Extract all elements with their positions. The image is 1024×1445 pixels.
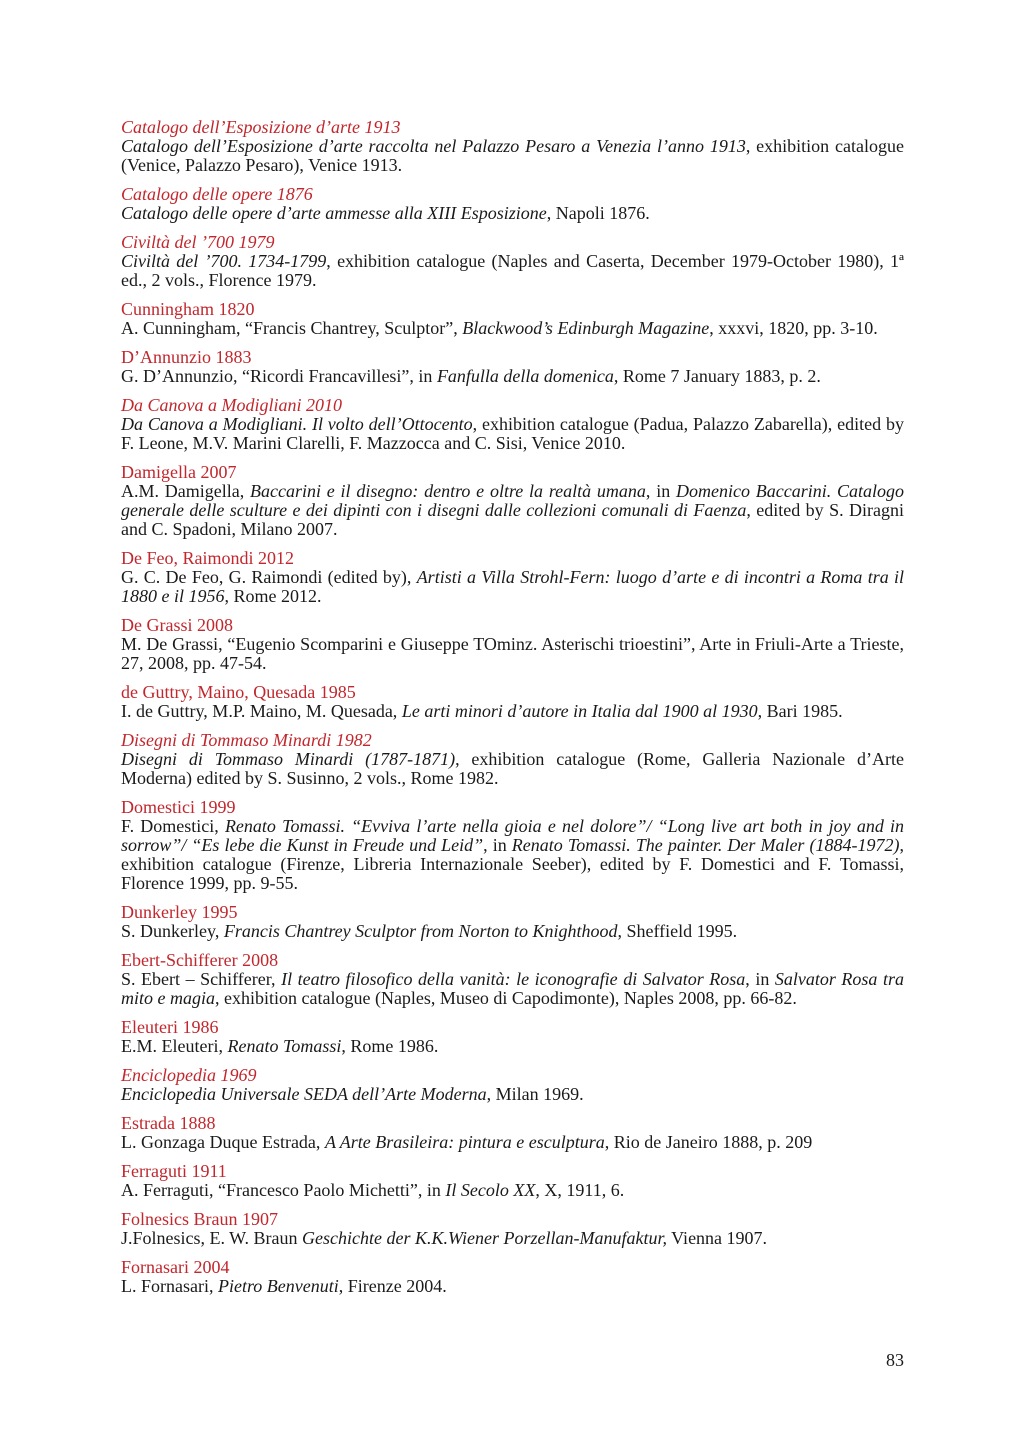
citation-title: Francis Chantrey Sculptor from Norton to Knighthood	[223, 921, 618, 941]
entry-heading: Catalogo dell’Esposizione d’arte 1913	[121, 117, 401, 137]
citation-title: Catalogo dell’Esposizione d’arte raccolta nel Palazzo Pesaro a Venezia l’anno 1913	[121, 136, 746, 156]
entry-heading: Domestici 1999	[121, 797, 236, 817]
citation-text: L. Fornasari,	[121, 1276, 218, 1296]
citation-title: Civiltà del ’700. 1734-1799	[121, 251, 327, 271]
entry-heading: Folnesics Braun 1907	[121, 1209, 278, 1229]
citation-text: , Rio de Janeiro 1888, p. 209	[604, 1132, 813, 1152]
bibliography-entry	[121, 118, 904, 175]
entry-heading: Eleuteri 1986	[121, 1017, 219, 1037]
entry-citation	[121, 137, 904, 175]
bibliography-entry	[121, 683, 904, 721]
citation-text: , Milan 1969.	[486, 1084, 584, 1104]
citation-text: , Rome 7 January 1883, p. 2.	[613, 366, 821, 386]
citation-text: , xxxvi, 1820, pp. 3-10.	[709, 318, 878, 338]
page-number: 83	[886, 1350, 904, 1370]
entry-heading: D’Annunzio 1883	[121, 347, 252, 367]
citation-text: , exhibition catalogue (Padua, Palazzo Zabarella), edited by F. Leone, M.V. Marini Clarelli, F. Mazzocca and C. Sisi, Venice 2010.	[121, 414, 904, 453]
entry-heading: De Feo, Raimondi 2012	[121, 548, 294, 568]
entry-citation	[121, 702, 904, 721]
citation-title: Renato Tomassi	[227, 1036, 342, 1056]
entry-citation	[121, 817, 904, 893]
entry-citation	[121, 568, 904, 606]
citation-text: , Rome 1986.	[341, 1036, 439, 1056]
entry-citation	[121, 1181, 904, 1200]
citation-text: , edited by S. Diragni and C. Spadoni, Milano 2007.	[121, 500, 904, 539]
bibliography-entry	[121, 798, 904, 893]
bibliography-entry	[121, 1258, 904, 1296]
entry-heading: de Guttry, Maino, Quesada 1985	[121, 682, 356, 702]
entry-citation	[121, 319, 904, 338]
citation-title: Baccarini e il disegno: dentro e oltre la realtà umana	[250, 481, 646, 501]
bibliography-entry	[121, 616, 904, 673]
citation-text: , Bari 1985.	[757, 701, 843, 721]
citation-text: , exhibition catalogue (Naples and Caserta, December 1979-October 1980), 1ª ed., 2 vols., Florence 1979.	[121, 251, 904, 290]
citation-title: Blackwood’s Edinburgh Magazine	[462, 318, 710, 338]
citation-text: G. D’Annunzio, “Ricordi Francavillesi”, in	[121, 366, 437, 386]
entry-citation	[121, 1037, 904, 1056]
citation-title: Da Canova a Modigliani. Il volto dell’Ottocento	[121, 414, 473, 434]
citation-title: Domenico Baccarini. Catalogo generale delle sculture e dei dipinti con i disegni dalle collezioni comunali di Faenza	[121, 481, 904, 520]
entry-heading: Dunkerley 1995	[121, 902, 238, 922]
citation-text: , Rome 2012.	[224, 586, 322, 606]
bibliography-entry	[121, 951, 904, 1008]
citation-text: S. Ebert – Schifferer,	[121, 969, 282, 989]
citation-text: , X, 1911, 6.	[535, 1180, 625, 1200]
citation-text: , exhibition catalogue (Venice, Palazzo Pesaro), Venice 1913.	[121, 136, 904, 175]
citation-text: J.Folnesics, E. W. Braun	[121, 1228, 303, 1248]
citation-text: Vienna 1907.	[666, 1228, 768, 1248]
citation-title: Le arti minori d’autore in Italia dal 1900 al 1930	[401, 701, 758, 721]
citation-text: , Napoli 1876.	[546, 203, 650, 223]
citation-title: Disegni di Tommaso Minardi (1787-1871)	[121, 749, 456, 769]
bibliography-entry	[121, 396, 904, 453]
bibliography-entry	[121, 1162, 904, 1200]
entry-citation	[121, 750, 904, 788]
citation-title: Renato Tomassi. The painter. Der Maler (1884-1972)	[511, 835, 900, 855]
entry-citation	[121, 1133, 904, 1152]
bibliography-list	[121, 118, 904, 1306]
entry-citation	[121, 252, 904, 290]
bibliography-entry	[121, 1114, 904, 1152]
entry-heading: Cunningham 1820	[121, 299, 255, 319]
citation-text: L. Gonzaga Duque Estrada,	[121, 1132, 325, 1152]
citation-text: , Sheffield 1995.	[617, 921, 738, 941]
entry-heading: Enciclopedia 1969	[121, 1065, 257, 1085]
bibliography-entry	[121, 903, 904, 941]
citation-title: Artisti a Villa Strohl-Fern: luogo d’arte e di incontri a Roma tra il 1880 e il 1956	[121, 567, 904, 606]
citation-title: A Arte Brasileira: pintura e esculptura	[324, 1132, 605, 1152]
bibliography-entry	[121, 1018, 904, 1056]
citation-text: I. de Guttry, M.P. Maino, M. Quesada,	[121, 701, 402, 721]
citation-text: S. Dunkerley,	[121, 921, 224, 941]
entry-heading: Fornasari 2004	[121, 1257, 230, 1277]
citation-text: A.M. Damigella,	[121, 481, 251, 501]
citation-text: A. Cunningham, “Francis Chantrey, Sculptor”,	[121, 318, 463, 338]
entry-heading: De Grassi 2008	[121, 615, 233, 635]
entry-citation	[121, 204, 904, 223]
entry-citation	[121, 922, 904, 941]
citation-title: Il teatro filosofico della vanità: le iconografie di Salvator Rosa	[281, 969, 746, 989]
citation-text: , in	[483, 835, 512, 855]
bibliography-entry	[121, 185, 904, 223]
entry-citation	[121, 635, 904, 673]
citation-title: Catalogo delle opere d’arte ammesse alla XIII Esposizione	[121, 203, 547, 223]
citation-title: Salvator Rosa tra mito e magia	[121, 969, 904, 1008]
citation-text: , in	[745, 969, 775, 989]
citation-text: , exhibition catalogue (Naples, Museo di Capodimonte), Naples 2008, pp. 66-82.	[215, 988, 797, 1008]
entry-heading: Ebert-Schifferer 2008	[121, 950, 279, 970]
bibliography-entry	[121, 549, 904, 606]
entry-heading: Disegni di Tommaso Minardi 1982	[121, 730, 372, 750]
citation-text: , exhibition catalogue (Firenze, Libreria Internazionale Seeber), edited by F. Domestici and F. Tomassi, Florence 1999, pp. 9-55.	[121, 835, 904, 893]
citation-text: , in	[645, 481, 676, 501]
citation-text: G. C. De Feo, G. Raimondi (edited by),	[121, 567, 417, 587]
entry-heading: Da Canova a Modigliani 2010	[121, 395, 342, 415]
citation-text: , Firenze 2004.	[338, 1276, 447, 1296]
entry-heading: Estrada 1888	[121, 1113, 216, 1133]
entry-heading: Damigella 2007	[121, 462, 237, 482]
bibliography-entry	[121, 348, 904, 386]
citation-text: M. De Grassi, “Eugenio Scomparini e Giuseppe TOminz. Asterischi trioestini”, Arte in Friuli-Arte a Trieste, 27, 2008, pp. 47-54.	[121, 634, 904, 673]
entry-citation	[121, 1085, 904, 1104]
citation-text: A. Ferraguti, “Francesco Paolo Michetti”, in	[121, 1180, 446, 1200]
entry-heading: Civiltà del ’700 1979	[121, 232, 275, 252]
citation-title: Renato Tomassi. “Evviva l’arte nella gioia e nel dolore”/ “Long live art both in joy and in sorrow”/ “Es lebe die Kunst in Freude und Leid”	[121, 816, 904, 855]
entry-citation	[121, 415, 904, 453]
citation-text: E.M. Eleuteri,	[121, 1036, 228, 1056]
entry-citation	[121, 1229, 904, 1248]
bibliography-entry	[121, 233, 904, 290]
entry-citation	[121, 367, 904, 386]
entry-citation	[121, 482, 904, 539]
citation-title: Pietro Benvenuti	[217, 1276, 339, 1296]
citation-title: Fanfulla della domenica	[436, 366, 614, 386]
citation-title: Geschichte der K.K.Wiener Porzellan-Manufaktur,	[302, 1228, 667, 1248]
citation-title: Il Secolo XX	[445, 1180, 536, 1200]
entry-citation	[121, 970, 904, 1008]
bibliography-entry	[121, 1210, 904, 1248]
citation-text: F. Domestici,	[121, 816, 225, 836]
bibliography-entry	[121, 1066, 904, 1104]
entry-heading: Catalogo delle opere 1876	[121, 184, 313, 204]
citation-text: , exhibition catalogue (Rome, Galleria Nazionale d’Arte Moderna) edited by S. Susinno, 2 vols., Rome 1982.	[121, 749, 904, 788]
bibliography-entry	[121, 300, 904, 338]
entry-citation	[121, 1277, 904, 1296]
bibliography-entry	[121, 463, 904, 539]
entry-heading: Ferraguti 1911	[121, 1161, 227, 1181]
citation-title: Enciclopedia Universale SEDA dell’Arte Moderna	[121, 1084, 487, 1104]
bibliography-entry	[121, 731, 904, 788]
